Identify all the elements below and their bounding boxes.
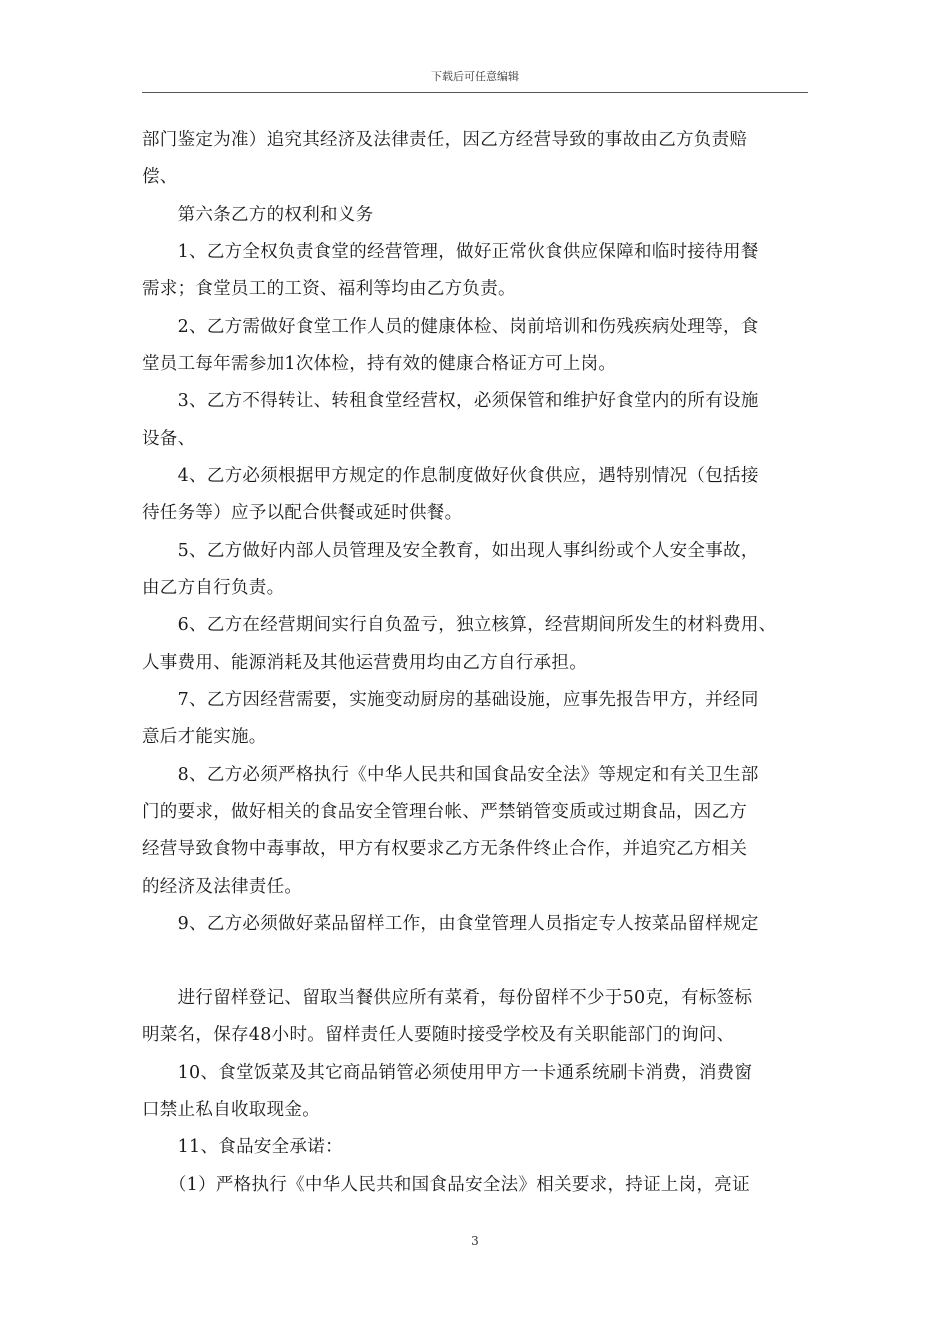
body-line: 1、乙方全权负责食堂的经营管理，做好正常伙食供应保障和临时接待用餐 xyxy=(142,242,759,262)
section-heading: 11、食品安全承诺： xyxy=(142,1137,343,1157)
body-line: 7、乙方因经营需要，实施变动厨房的基础设施，应事先报告甲方，并经同 xyxy=(142,690,759,710)
body-line: 10、食堂饭菜及其它商品销管必须使用甲方一卡通系统刷卡消费，消费窗 xyxy=(142,1063,753,1083)
body-line: 的经济及法律责任。 xyxy=(142,877,303,897)
body-line: 由乙方自行负责。 xyxy=(142,578,285,598)
body-line: 需求；食堂员工的工资、福利等均由乙方负责。 xyxy=(142,279,516,299)
body-line: 偿、 xyxy=(142,167,178,187)
body-line: 3、乙方不得转让、转租食堂经营权，必须保管和维护好食堂内的所有设施 xyxy=(142,391,759,411)
body-line: 待任务等）应予以配合供餐或延时供餐。 xyxy=(142,503,463,523)
body-line: 2、乙方需做好食堂工作人员的健康体检、岗前培训和伤残疾病处理等，食 xyxy=(142,317,759,337)
body-line: 设备、 xyxy=(142,429,196,449)
page-header: 下载后可任意编辑 xyxy=(431,70,519,83)
body-line: 进行留样登记、留取当餐供应所有菜肴，每份留样不少于50克，有标签标 xyxy=(142,988,753,1008)
body-line: 经营导致食物中毒事故，甲方有权要求乙方无条件终止合作，并追究乙方相关 xyxy=(142,839,748,859)
body-line: 4、乙方必须根据甲方规定的作息制度做好伙食供应，遇特别情况（包括接 xyxy=(142,466,759,486)
body-line: 意后才能实施。 xyxy=(142,727,267,747)
body-line: （1）严格执行《中华人民共和国食品安全法》相关要求，持证上岗，亮证 xyxy=(142,1175,750,1195)
body-line: 门的要求，做好相关的食品安全管理台帐、严禁销管变质或过期食品，因乙方 xyxy=(142,802,748,822)
body-line: 部门鉴定为准）追究其经济及法律责任，因乙方经营导致的事故由乙方负责赔 xyxy=(142,130,748,150)
body-line: 5、乙方做好内部人员管理及安全教育，如出现人事纠纷或个人安全事故， xyxy=(142,541,759,561)
body-line: 8、乙方必须严格执行《中华人民共和国食品安全法》等规定和有关卫生部 xyxy=(142,765,759,785)
body-line: 明菜名，保存48小时。留样责任人要随时接受学校及有关职能部门的询问、 xyxy=(142,1025,735,1045)
body-line: 9、乙方必须做好菜品留样工作，由食堂管理人员指定专人按菜品留样规定 xyxy=(142,914,759,934)
body-line: 堂员工每年需参加1次体检，持有效的健康合格证方可上岗。 xyxy=(142,354,617,374)
header-divider xyxy=(142,92,808,93)
body-line: 口禁止私自收取现金。 xyxy=(142,1100,320,1120)
page-number: 3 xyxy=(471,1234,479,1248)
section-heading: 第六条乙方的权利和义务 xyxy=(142,205,374,225)
body-line: 6、乙方在经营期间实行自负盈亏，独立核算，经营期间所发生的材料费用、 xyxy=(142,615,777,635)
body-line: 人事费用、能源消耗及其他运营费用均由乙方自行承担。 xyxy=(142,653,587,673)
